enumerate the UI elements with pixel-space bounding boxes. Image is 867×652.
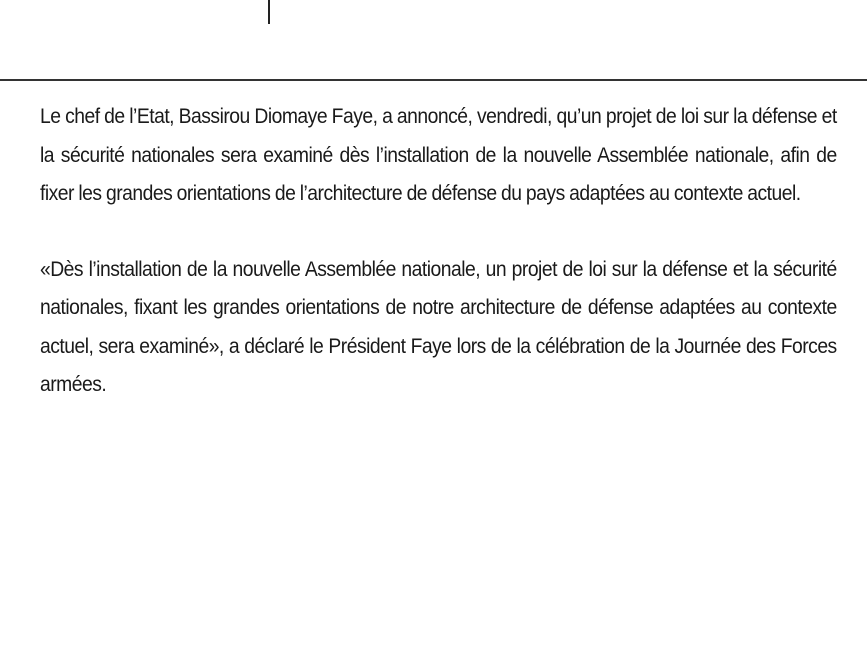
article-paragraph-2: «Dès l’installation de la nouvelle Assemblée nationale, un projet de loi sur la défense et la sécurité nationales, fixant les grandes orientations de notre architecture de défense adaptées au contexte actuel, sera examiné», a déclaré le Président Faye lors de la célébration de la Journée des Forces armées.: [40, 257, 837, 396]
article-paragraph-1: Le chef de l’Etat, Bassirou Diomaye Faye, a annoncé, vendredi, qu’un projet de loi sur la défense et la sécurité nationales sera examiné dès l’installation de la nouvelle Assemblée nationale, afin de fixer les grandes orientations de l’architecture de défense du pays adaptées au contexte actuel.: [40, 105, 837, 205]
article-body: [40, 98, 837, 405]
top-tick-mark: [268, 0, 270, 24]
header-divider: [0, 79, 867, 81]
